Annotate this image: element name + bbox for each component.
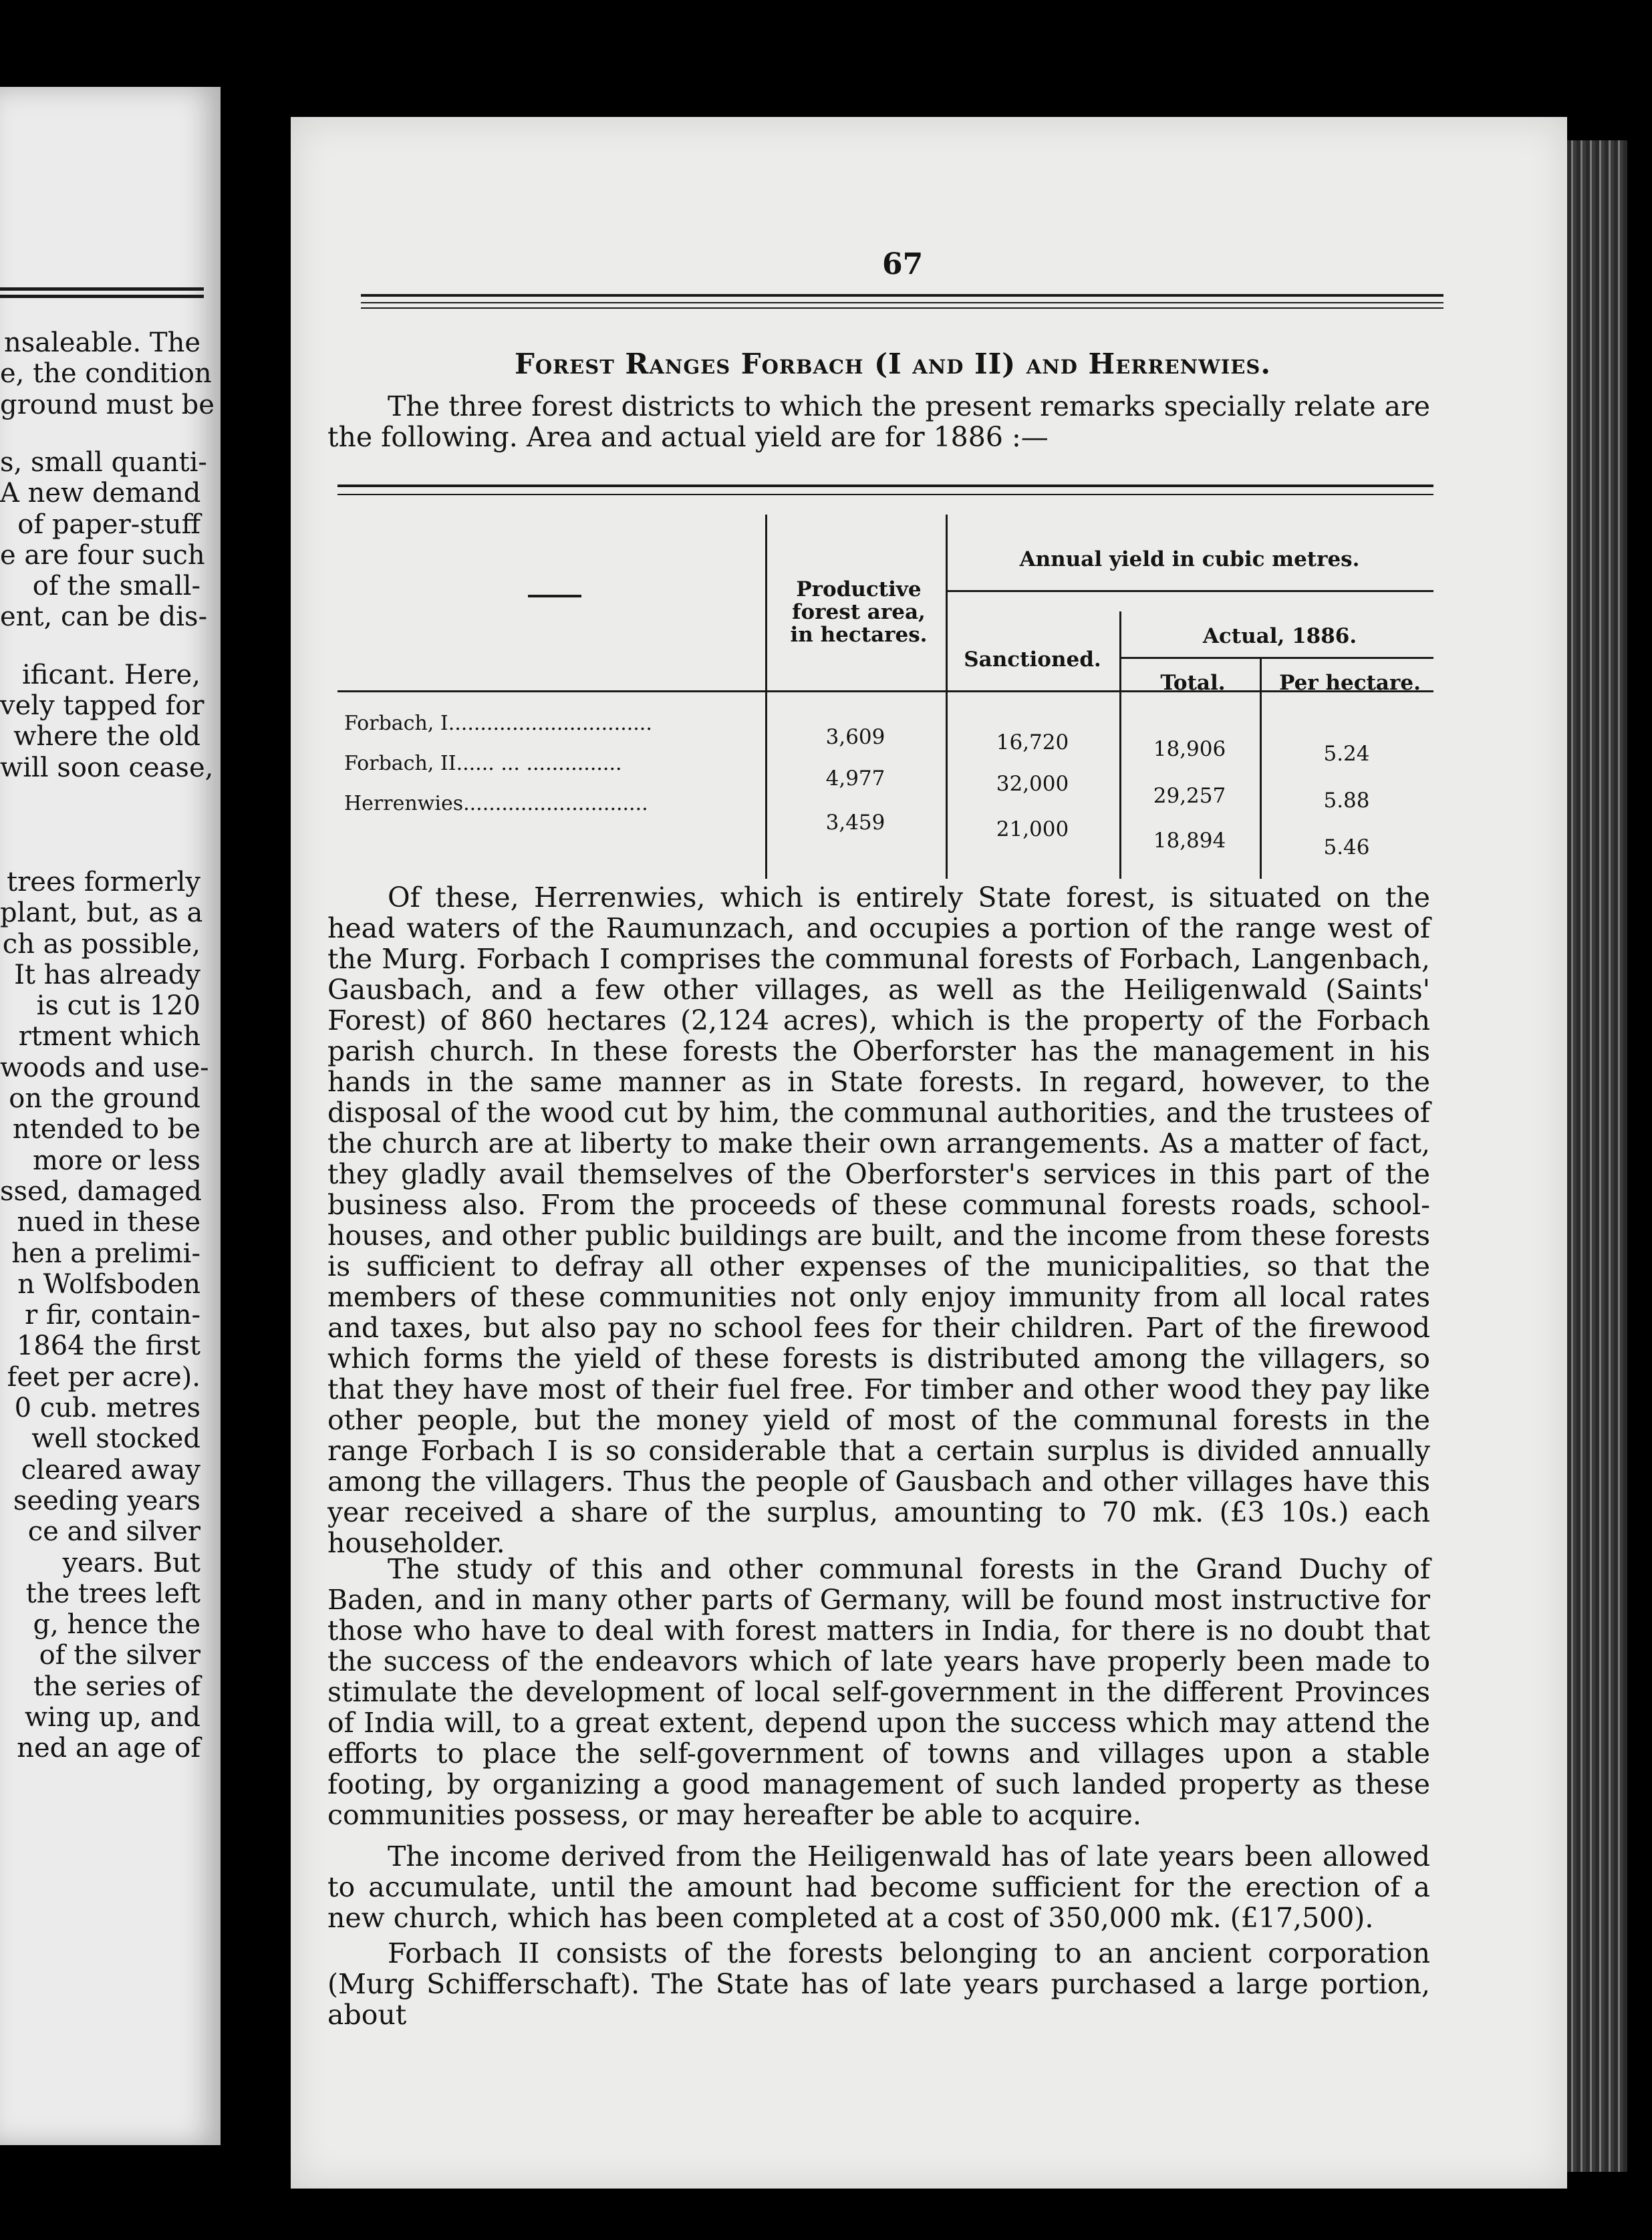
left-page-line: plant, but, as a xyxy=(0,897,203,929)
header-productive: Productive forest area, in hectares. xyxy=(790,577,928,647)
left-page-line: s, small quanti- xyxy=(0,446,207,478)
row-total-herrenwies: 18,894 xyxy=(1153,829,1226,853)
left-page-line: ificant. Here, xyxy=(21,659,200,690)
left-page-line: ch as possible, xyxy=(2,928,200,960)
left-page-line: ntended to be xyxy=(12,1114,200,1145)
yield-table xyxy=(337,484,1433,879)
left-page-line: nsaleable. The xyxy=(3,327,200,358)
row-area-forbach-1: 3,609 xyxy=(825,725,885,749)
left-page-line: the series of xyxy=(33,1671,200,1702)
header-per-hectare: Per hectare. xyxy=(1279,671,1421,695)
paragraph-heiligenwald: The income derived from the Heiligenwald has of late years been allowed to accumulate, until the amount had become sufficient for the erection of a new church, which has been completed at a cost of 350,000 mk. (£17,500). xyxy=(327,1840,1430,1934)
left-page-line: 1864 the first xyxy=(16,1331,200,1362)
page-edges xyxy=(1567,140,1627,2172)
left-page-line: e, the condition xyxy=(0,358,212,390)
left-page-line: rtment which xyxy=(18,1021,200,1053)
left-page-line: where the old xyxy=(13,721,200,752)
stub-dash xyxy=(528,595,581,597)
left-page-line: of the small- xyxy=(32,571,200,602)
header-total: Total. xyxy=(1160,671,1226,695)
row-sanctioned-forbach-1: 16,720 xyxy=(996,730,1069,754)
paragraph-forbach-2: Forbach II consists of the forests belonging to an ancient corporation (Murg Schifferschaft). The State has of late years purchased a large portion, about xyxy=(327,1937,1430,2031)
left-page-line: 0 cub. metres xyxy=(14,1393,200,1423)
row-sanctioned-forbach-2: 32,000 xyxy=(996,772,1069,796)
left-page-line: woods and use- xyxy=(0,1052,209,1083)
row-per-hectare-forbach-2: 5.88 xyxy=(1323,789,1370,813)
left-page-line: nued in these xyxy=(17,1207,200,1238)
header-annual-yield: Annual yield in cubic metres. xyxy=(1019,547,1360,571)
header-rule-thin xyxy=(361,302,1443,303)
left-page-line: g, hence the xyxy=(33,1609,200,1641)
row-total-forbach-1: 18,906 xyxy=(1153,737,1226,761)
row-sanctioned-herrenwies: 21,000 xyxy=(996,817,1069,841)
left-page-line: wing up, and xyxy=(24,1702,200,1733)
left-page-line: A new demand xyxy=(0,478,201,509)
header-sanctioned: Sanctioned. xyxy=(964,648,1101,672)
section-heading: Forest Ranges Forbach (I and II) and Herrenwies. xyxy=(515,347,1271,380)
header-rule-thin-2 xyxy=(361,307,1443,309)
row-per-hectare-forbach-1: 5.24 xyxy=(1323,742,1370,766)
left-page-line: of the silver xyxy=(39,1640,200,1671)
row-label-forbach-2: Forbach, II...... ... ............... xyxy=(344,752,622,775)
left-page-rules xyxy=(0,287,204,302)
left-page-line: It has already xyxy=(14,959,200,990)
left-page-line: ssed, damaged xyxy=(0,1175,202,1207)
left-page-line: on the ground xyxy=(9,1083,200,1114)
left-page-line: n Wolfsboden xyxy=(17,1268,200,1300)
left-page-line: r fir, contain- xyxy=(25,1300,200,1331)
row-total-forbach-2: 29,257 xyxy=(1153,784,1226,808)
left-page-line: is cut is 120 xyxy=(36,990,200,1022)
left-page-line: cleared away xyxy=(21,1454,200,1486)
header-actual-1886: Actual, 1886. xyxy=(1202,624,1357,648)
left-page-line: vely tapped for xyxy=(0,690,204,721)
row-per-hectare-herrenwies: 5.46 xyxy=(1323,835,1370,859)
left-page-line: of paper-stuff xyxy=(17,509,200,540)
paragraph-communal-forests: The study of this and other communal forests in the Grand Duchy of Baden, and in many other parts of Germany, will be found most instructive for those who have to deal with forest matters in India, for there is no doubt that the success of the endeavors which of late years have properly been made to stimulate the development of local self-government in the different Provinces of India will, to a great extent, depend upon the success which may attend the efforts to place the self-government of towns and villages upon a stable footing, by organizing a good management of such landed property as these communities possess, or may hereafter be able to acquire. xyxy=(327,1553,1430,1831)
row-area-forbach-2: 4,977 xyxy=(825,766,885,791)
row-area-herrenwies: 3,459 xyxy=(825,811,885,835)
paragraph-herrenwies: Of these, Herrenwies, which is entirely State forest, is situated on the head waters of the Raumunzach, and occupies a portion of the range west of the Murg. Forbach I comprises the communal forests of Forbach, Langenbach, Gausbach, and a few other villages, as well as the Heiligenwald (Saints' Forest) of 860 hectares (2,124 acres), which is the property of the Forbach parish church. In these forests the Oberforster has the management in his hands in the same manner as in State forests. In regard, however, to the disposal of the wood cut by him, the communal authorities, and the trustees of the church are at liberty to make their own arrangements. As a matter of fact, they gladly avail themselves of the Oberforster's services in this part of the business also. From the proceeds of these communal forests roads, school-houses, and other public buildings are built, and the income from these forests is sufficient to defray all other expenses of the municipalities, so that the members of these communities not only enjoy immunity from all local rates and taxes, but also pay no school fees for their children. Part of the firewood which forms the yield of these forests is distributed among the villagers, so that they have most of their fuel free. For timber and other wood they pay like other people, but the money yield of most of the communal forests in the range Forbach I is so considerable that a certain surplus is divided annually among the villagers. Thus the people of Gausbach and other villages have this year received a share of the surplus, amounting to 70 mk. (£3 10s.) each householder. xyxy=(327,881,1430,1559)
actual-header-rule xyxy=(1121,657,1433,659)
left-page-line: ground must be xyxy=(0,389,215,420)
left-page-line: seeding years xyxy=(13,1485,200,1516)
left-page-line: e are four such xyxy=(0,539,205,571)
left-page-line: hen a prelimi- xyxy=(11,1238,200,1269)
row-label-herrenwies: Herrenwies............................. xyxy=(344,792,648,815)
row-label-forbach-1: Forbach, I................................ xyxy=(344,712,652,735)
table-top-rule xyxy=(337,484,1433,487)
annual-header-rule xyxy=(948,590,1433,592)
left-page-line: years. But xyxy=(62,1547,200,1578)
intro-paragraph: The three forest districts to which the present remarks specially relate are the following. Area and actual yield are for 1886 :— xyxy=(327,390,1430,453)
left-page-line: the trees left xyxy=(25,1578,200,1609)
header-rule xyxy=(361,294,1443,297)
left-page-line: ce and silver xyxy=(27,1516,200,1548)
left-page-line: will soon cease, xyxy=(0,752,214,783)
left-page-line: well stocked xyxy=(31,1423,200,1455)
table-top-rule-2 xyxy=(337,494,1433,495)
left-page-line: ent, can be dis- xyxy=(0,601,208,633)
left-page-line: trees formerly xyxy=(7,866,200,897)
left-page-line: ned an age of xyxy=(17,1733,200,1764)
left-page-line: feet per acre). xyxy=(7,1361,200,1393)
page-number: 67 xyxy=(882,247,924,281)
left-page-line: more or less xyxy=(33,1145,200,1176)
